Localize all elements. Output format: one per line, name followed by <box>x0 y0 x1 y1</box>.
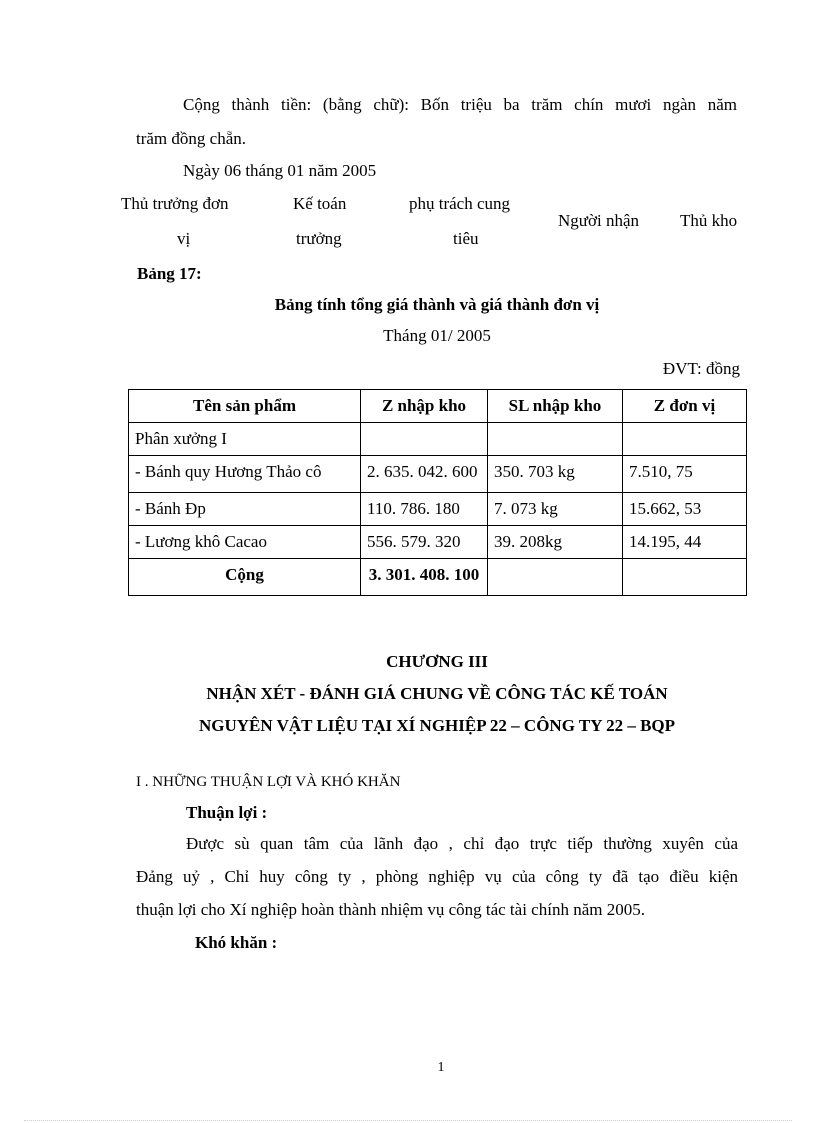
cell-z-unit <box>623 423 747 456</box>
cell-qty-stock: 39. 208kg <box>488 526 623 559</box>
signature-chief-accountant-line1: Kế toán <box>293 194 347 213</box>
table-row <box>129 423 747 456</box>
page-number: 1 <box>437 1060 445 1075</box>
page-divider <box>24 1120 792 1121</box>
total-in-words-line2: trăm đồng chẵn. <box>136 129 246 148</box>
cell-z-unit: 15.662, 53 <box>623 493 747 526</box>
signature-storekeeper: Thủ kho <box>680 211 738 230</box>
chapter-number: CHƯƠNG III <box>386 652 488 671</box>
cost-table <box>128 389 747 596</box>
signature-head-of-unit-line1: Thủ trưởng đơn <box>121 194 229 213</box>
chapter-title-line2: NGUYÊN VẬT LIỆU TẠI XÍ NGHIỆP 22 – CÔNG TY 22 – BQP <box>198 716 676 735</box>
table-header-row <box>129 390 747 423</box>
cell-z-stock <box>361 423 488 456</box>
signature-supply-line2: tiêu <box>453 229 479 248</box>
cell-z-stock: 556. 579. 320 <box>361 526 488 559</box>
cell-product: - Lương khô Cacao <box>129 526 361 559</box>
chapter-title-line1: NHẬN XÉT - ĐÁNH GIÁ CHUNG VỀ CÔNG TÁC KẾ TOÁN <box>206 684 668 703</box>
unit-label: ĐVT: đồng <box>662 359 740 378</box>
header-qty-stock: SL nhập kho <box>488 390 623 423</box>
total-in-words-line1: Cộng thành tiền: (bằng chữ): Bốn triệu ba trăm chín mươi ngàn năm <box>183 95 737 114</box>
cell-total-qty <box>488 559 623 596</box>
advantage-line1: Được sù quan tâm của lãnh đạo , chỉ đạo trực tiếp thường xuyên của <box>186 834 738 853</box>
advantage-heading: Thuận lợi : <box>186 803 268 822</box>
date-line: Ngày 06 tháng 01 năm 2005 <box>183 161 377 180</box>
table-row <box>129 493 747 526</box>
header-product-name: Tên sản phẩm <box>129 390 361 423</box>
difficulty-heading: Khó khăn : <box>195 933 278 952</box>
header-z-stock: Z nhập kho <box>361 390 488 423</box>
table-label: Bảng 17: <box>137 264 202 283</box>
cell-total-unit <box>623 559 747 596</box>
section-heading: I . NHỮNG THUẬN LỢI VÀ KHÓ KHĂN <box>136 774 401 790</box>
cell-total-value: 3. 301. 408. 100 <box>361 559 488 596</box>
cell-qty-stock: 7. 073 kg <box>488 493 623 526</box>
advantage-line2: Đảng uỷ , Chỉ huy công ty , phòng nghiệp vụ của công ty đã tạo điều kiện <box>136 867 738 886</box>
cell-product: - Bánh Đp <box>129 493 361 526</box>
cell-z-unit: 14.195, 44 <box>623 526 747 559</box>
signature-receiver: Người nhận <box>558 211 639 230</box>
cell-z-stock: 110. 786. 180 <box>361 493 488 526</box>
signature-head-of-unit-line2: vị <box>177 229 191 248</box>
cell-product: - Bánh quy Hương Thảo cô <box>129 456 361 493</box>
cell-z-unit: 7.510, 75 <box>623 456 747 493</box>
table-row <box>129 456 747 493</box>
cell-qty-stock <box>488 423 623 456</box>
header-z-unit: Z đơn vị <box>623 390 747 423</box>
advantage-line3: thuận lợi cho Xí nghiệp hoàn thành nhiệm vụ công tác tài chính năm 2005. <box>136 900 645 919</box>
cell-qty-stock: 350. 703 kg <box>488 456 623 493</box>
table-total-row <box>129 559 747 596</box>
cell-product: Phân xưởng I <box>129 423 361 456</box>
signature-chief-accountant-line2: trưởng <box>296 229 342 248</box>
signature-supply-line1: phụ trách cung <box>409 194 511 213</box>
table-title: Bảng tính tổng giá thành và giá thành đơn vị <box>274 295 600 314</box>
table-month: Tháng 01/ 2005 <box>383 326 491 345</box>
table-row <box>129 526 747 559</box>
cell-z-stock: 2. 635. 042. 600 <box>361 456 488 493</box>
cell-total-label: Cộng <box>129 559 361 596</box>
